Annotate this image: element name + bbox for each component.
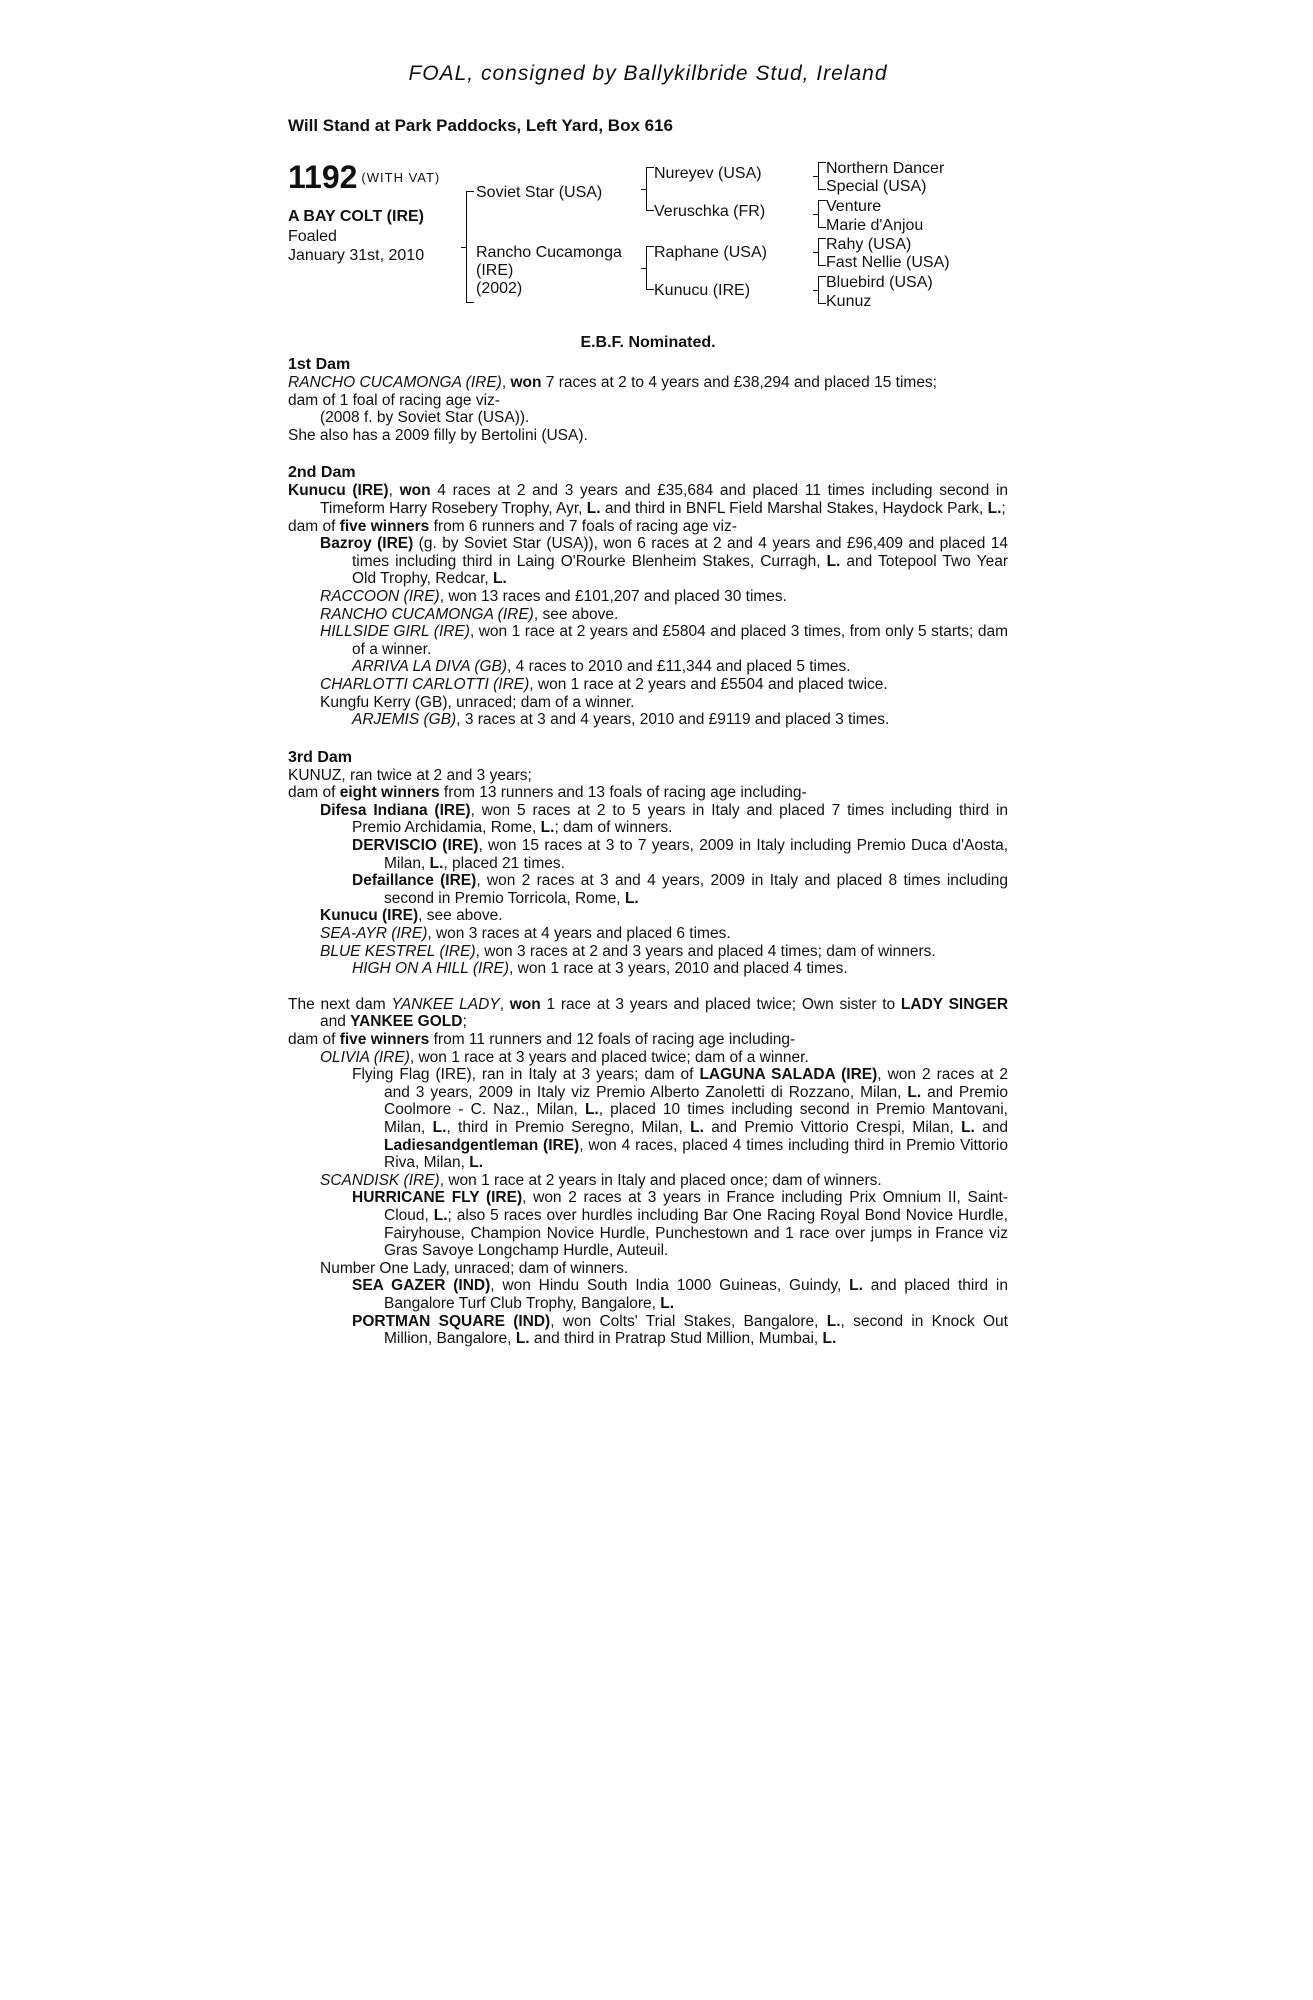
next-dam-line: HURRICANE FLY (IRE), won 2 races at 3 years in France including Prix Omnium II, Saint-Cloud, L.; also 5 races over hurdles including Bar One Racing Royal Bond Novice Hurdle, Fairyhouse, Champion Novice Hurdle, Punchestown and 1 race over jumps in France viz Gras Savoye Longchamp Hurdle, Auteuil. [352,1189,1008,1260]
second-dam-line: Kunucu (IRE), won 4 races at 2 and 3 years and £35,684 and placed 11 times including second in Timeform Harry Rosebery Trophy, Ayr, L. and third in BNFL Field Marshal Stakes, Haydock Park, L.; [288,482,1009,517]
third-dam-line: HIGH ON A HILL (IRE), won 1 race at 3 years, 2010 and placed 4 times. [352,960,848,978]
third-dam-line: DERVISCIO (IRE), won 15 races at 3 to 7 years, 2009 in Italy including Premio Duca d'Aosta, Milan, L., placed 21 times. [352,837,1009,872]
brace-sd [818,200,819,228]
next-dam-line: dam of five winners from 11 runners and 12 foals of racing age including- [288,1031,796,1048]
pedigree-table [288,160,1008,332]
first-dam-title: 1st Dam [288,356,351,373]
consignor-header: FOAL, consigned by Ballykilbride Stud, Ireland [408,62,888,85]
second-dam-line: Bazroy (IRE) (g. by Soviet Star (USA)), won 6 races at 2 and 4 years and £96,409 and placed 14 times including third in Laing O'Rourke Blenheim Stakes, Curragh, L. and Totepool Two Year Old Trophy, Redcar, L. [320,535,1009,588]
second-dam-line: CHARLOTTI CARLOTTI (IRE), won 1 race at 2 years and £5504 and placed twice. [320,675,888,693]
brace-ds [818,238,819,266]
sd-sire: Venture [826,198,882,215]
ss-dam: Special (USA) [826,178,927,195]
third-dam-line: dam of eight winners from 13 runners and 13 foals of racing age including- [288,784,807,802]
brace-ss [818,162,819,190]
next-dam-line: SCANDISK (IRE), won 1 race at 2 years in Italy and placed once; dam of winners. [320,1171,882,1189]
lot-number: 1192 [288,159,358,195]
third-dam-text [288,767,1008,978]
ss-sire: Northern Dancer [826,160,945,177]
stand-location: Will Stand at Park Paddocks, Left Yard, Box 616 [288,116,673,135]
lot-heading [288,160,440,194]
sire-sire: Nureyev (USA) [654,165,762,182]
second-dam-title: 2nd Dam [288,464,356,482]
foaled-date: January 31st, 2010 [288,247,425,264]
next-dam-line: OLIVIA (IRE), won 1 race at 3 years and placed twice; dam of a winner. [320,1048,809,1066]
ebf-nominated: E.B.F. Nominated. [580,334,716,351]
catalogue-page [288,58,1008,1348]
brace-main [466,191,467,303]
first-dam-text [288,374,1008,444]
ds-dam: Fast Nellie (USA) [826,254,950,271]
brace-dam [646,246,647,290]
first-dam-line: (2008 f. by Soviet Star (USA)). [320,409,530,427]
next-dam-text [288,996,1008,1348]
third-dam-line: KUNUZ, ran twice at 2 and 3 years; [288,766,532,784]
lot-name: A BAY COLT (IRE) [288,208,425,225]
second-dam-text [288,482,1008,728]
third-dam-line: SEA-AYR (IRE), won 3 races at 4 years and placed 6 times. [320,925,731,943]
second-dam-line: ARJEMIS (GB), 3 races at 3 and 4 years, 2010 and £9119 and placed 3 times. [352,711,890,729]
third-dam-line: Difesa Indiana (IRE), won 5 races at 2 to 5 years in Italy and placed 7 times including third in Premio Archidamia, Rome, L.; dam of winners. [320,801,1009,837]
second-dam-line: Kungfu Kerry (GB), unraced; dam of a winner. [320,693,635,711]
dam-dam: Kunucu (IRE) [654,282,751,299]
second-dam-line: RANCHO CUCAMONGA (IRE), see above. [320,605,619,623]
sire: Soviet Star (USA) [476,184,603,201]
next-dam-line: SEA GAZER (IND), won Hindu South India 1000 Guineas, Guindy, L. and placed third in Bangalore Turf Club Trophy, Bangalore, L. [352,1277,1008,1312]
first-dam-line: dam of 1 foal of racing age viz- [288,391,500,409]
second-dam-line: RACCOON (IRE), won 13 races and £101,207 and placed 30 times. [320,587,787,605]
dd-dam: Kunuz [826,293,872,310]
next-dam-line: Flying Flag (IRE), ran in Italy at 3 years; dam of LAGUNA SALADA (IRE), won 2 races at 2 and 3 years, 2009 in Italy viz Premio Alberto Zanoletti di Rozzano, Milan, L. and Premio Coolmore - C. Naz., Milan, L., placed 10 times including second in Premio Mantovani, Milan, L., third in Premio Seregno, Milan, L. and Premio Vittorio Crespi, Milan, L. and Ladiesandgentleman (IRE), won 4 races, placed 4 times including third in Premio Vittorio Riva, Milan, L. [352,1066,1009,1172]
brace-sire [646,167,647,211]
second-dam-line: ARRIVA LA DIVA (GB), 4 races to 2010 and £11,344 and placed 5 times. [352,658,851,676]
brace-dd [818,276,819,304]
dam-line3: (2002) [476,280,523,297]
dd-sire: Bluebird (USA) [826,274,933,291]
next-dam-line: The next dam YANKEE LADY, won 1 race at 3 years and placed twice; Own sister to LADY SINGER and YANKEE GOLD; [288,995,1009,1031]
first-dam-line: She also has a 2009 filly by Bertolini (USA). [288,426,588,444]
sire-dam: Veruschka (FR) [654,203,766,220]
sd-dam: Marie d'Anjou [826,217,924,234]
dam-sire: Raphane (USA) [654,244,767,261]
third-dam-line: Defaillance (IRE), won 2 races at 3 and 4 years, 2009 in Italy and placed 8 times including second in Premio Torricola, Rome, L. [352,872,1008,907]
dam-line1: Rancho Cucamonga [476,244,622,261]
vat-note: (WITH VAT) [361,170,441,185]
next-dam-line: PORTMAN SQUARE (IND), won Colts' Trial Stakes, Bangalore, L., second in Knock Out Million, Bangalore, L. and third in Pratrap Stud Million, Mumbai, L. [352,1312,1008,1348]
third-dam-line: Kunucu (IRE), see above. [320,907,503,925]
second-dam-line: HILLSIDE GIRL (IRE), won 1 race at 2 years and £5804 and placed 3 times, from only 5 starts; dam of a winner. [320,623,1008,658]
dam-line2: (IRE) [476,262,514,279]
third-dam-line: BLUE KESTREL (IRE), won 3 races at 2 and 3 years and placed 4 times; dam of winners. [320,942,936,960]
next-dam-line: Number One Lady, unraced; dam of winners. [320,1259,629,1277]
first-dam-line: RANCHO CUCAMONGA (IRE), won 7 races at 2 to 4 years and £38,294 and placed 15 times; [288,374,937,391]
third-dam-title: 3rd Dam [288,748,353,766]
foaled-label: Foaled [288,228,337,245]
ds-sire: Rahy (USA) [826,236,912,253]
second-dam-line: dam of five winners from 6 runners and 7 foals of racing age viz- [288,517,737,535]
